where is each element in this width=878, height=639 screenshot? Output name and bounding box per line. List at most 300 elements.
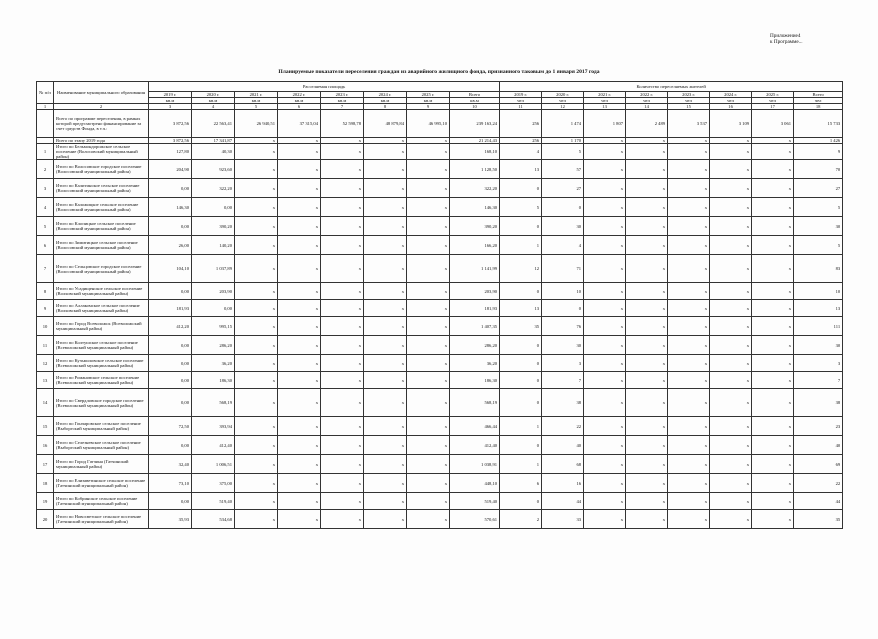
row-value: 1 006,51: [192, 455, 235, 474]
row-name: Итого по Каложицкое сельское поселение (Волосовский муниципальный район): [54, 198, 149, 217]
row-value: 76: [542, 317, 584, 336]
header-year-count: 2025 г.: [752, 92, 794, 98]
row-value: 0,00: [149, 493, 192, 510]
row-value: x: [321, 255, 364, 283]
row-value: 111: [794, 317, 843, 336]
row-value: x: [235, 355, 278, 372]
row-value: x: [668, 179, 710, 198]
row-value: x: [407, 144, 450, 160]
row-value: 0: [500, 217, 542, 236]
row-value: x: [710, 355, 752, 372]
header-year-area: 2023 г.: [321, 92, 364, 98]
row-value: x: [710, 255, 752, 283]
row-index: 18: [37, 474, 54, 493]
header-unit-count: чел: [668, 98, 710, 104]
row-value: 12: [500, 255, 542, 283]
row-value: 3 109: [710, 110, 752, 138]
row-value: x: [584, 372, 626, 389]
row-value: x: [407, 179, 450, 198]
header-unit-area: кв.м: [407, 98, 450, 104]
row-value: 186,30: [192, 372, 235, 389]
row-value: 204,90: [149, 160, 192, 179]
row-value: 3 872,56: [149, 138, 192, 144]
row-value: x: [235, 455, 278, 474]
header-unit-count: чел: [500, 98, 542, 104]
row-value: x: [626, 455, 668, 474]
row-value: 5: [794, 198, 843, 217]
row-value: x: [407, 417, 450, 436]
row-value: x: [668, 355, 710, 372]
row-value: 32,40: [149, 455, 192, 474]
row-index: 15: [37, 417, 54, 436]
row-value: 923,60: [192, 160, 235, 179]
row-value: 44: [542, 493, 584, 510]
row-value: x: [584, 389, 626, 417]
row-value: 286,20: [450, 336, 500, 355]
row-value: 35: [794, 510, 843, 529]
row-value: x: [710, 300, 752, 317]
row-value: x: [364, 138, 407, 144]
resettlement-table: [36, 81, 843, 529]
row-value: x: [407, 372, 450, 389]
row-value: 1 037,89: [192, 255, 235, 283]
header-year-area: 2022 г.: [278, 92, 321, 98]
row-index: 9: [37, 300, 54, 317]
row-index: 11: [37, 336, 54, 355]
row-value: x: [278, 144, 321, 160]
row-value: x: [710, 144, 752, 160]
table-row: [37, 179, 843, 198]
row-value: 3 061: [752, 110, 794, 138]
column-number: 6: [278, 104, 321, 110]
row-value: 390,20: [450, 217, 500, 236]
row-value: x: [752, 144, 794, 160]
row-value: 0,00: [149, 283, 192, 300]
header-no: № п/п: [37, 82, 54, 104]
header-unit-area: кв.м: [192, 98, 235, 104]
row-value: x: [584, 493, 626, 510]
row-value: 7: [794, 372, 843, 389]
row-value: 37 315,04: [278, 110, 321, 138]
table-row: [37, 283, 843, 300]
row-index: 10: [37, 317, 54, 336]
row-value: 568,19: [192, 389, 235, 417]
row-value: 0: [542, 300, 584, 317]
row-value: x: [235, 436, 278, 455]
column-number: 4: [192, 104, 235, 110]
column-number: 5: [235, 104, 278, 110]
header-unit-area: кв.м: [235, 98, 278, 104]
row-value: 166,20: [450, 236, 500, 255]
row-value: x: [235, 474, 278, 493]
row-value: x: [584, 255, 626, 283]
row-value: x: [407, 510, 450, 529]
row-value: x: [668, 300, 710, 317]
row-value: x: [752, 355, 794, 372]
row-value: x: [407, 493, 450, 510]
row-value: 1 407,35: [450, 317, 500, 336]
row-value: x: [626, 138, 668, 144]
row-value: x: [321, 474, 364, 493]
row-value: x: [278, 283, 321, 300]
row-value: x: [407, 255, 450, 283]
header-count-group: Количество переселяемых жителей: [500, 82, 843, 92]
row-value: x: [235, 217, 278, 236]
row-value: 568,19: [450, 389, 500, 417]
row-name: Итого по Сельцовское городское поселение (Волосовский муниципальный район): [54, 255, 149, 283]
row-value: 3: [542, 355, 584, 372]
row-value: 52 598,78: [321, 110, 364, 138]
row-name: Итого по Зимитицкое сельское поселение (Волосовский муниципальный район): [54, 236, 149, 255]
header-unit-area: кв.м: [450, 98, 500, 104]
row-value: 390,20: [192, 217, 235, 236]
row-name: Итого по Романовское сельское поселение (Всеволожский муниципальный район): [54, 372, 149, 389]
header-unit-area: кв.м: [149, 98, 192, 104]
row-value: 3: [794, 355, 843, 372]
row-value: x: [710, 474, 752, 493]
row-name: Итого по Город Всеволожск (Всеволожский муниципальный район): [54, 317, 149, 336]
row-value: x: [278, 493, 321, 510]
row-value: 13: [500, 300, 542, 317]
row-value: x: [278, 255, 321, 283]
row-value: 22: [542, 417, 584, 436]
row-index: [37, 110, 54, 138]
column-number: 8: [364, 104, 407, 110]
row-value: x: [584, 436, 626, 455]
row-value: x: [752, 336, 794, 355]
table-row: [37, 217, 843, 236]
row-value: 27: [542, 179, 584, 198]
row-value: 322,20: [192, 179, 235, 198]
row-value: 5: [794, 236, 843, 255]
row-value: 3 537: [668, 110, 710, 138]
row-value: 48 879,84: [364, 110, 407, 138]
row-value: 0: [500, 493, 542, 510]
row-value: 38: [794, 389, 843, 417]
row-value: 70: [794, 160, 843, 179]
row-value: 239 163,24: [450, 110, 500, 138]
row-value: 68: [542, 455, 584, 474]
column-number: 3: [149, 104, 192, 110]
row-value: x: [235, 389, 278, 417]
row-value: 16: [542, 474, 584, 493]
row-value: x: [668, 217, 710, 236]
row-value: x: [321, 138, 364, 144]
row-value: x: [278, 474, 321, 493]
row-value: 146,30: [149, 198, 192, 217]
column-number: 16: [710, 104, 752, 110]
row-value: x: [710, 138, 752, 144]
row-value: x: [364, 474, 407, 493]
header-year-area: 2019 г.: [149, 92, 192, 98]
row-value: x: [364, 198, 407, 217]
row-value: x: [364, 372, 407, 389]
row-value: x: [584, 179, 626, 198]
row-value: x: [407, 236, 450, 255]
row-value: 0,00: [149, 217, 192, 236]
row-value: 0: [500, 355, 542, 372]
row-index: 3: [37, 179, 54, 198]
row-name: Итого по Волосовское городское поселение (Волосовский муниципальный район): [54, 160, 149, 179]
row-value: 0: [500, 179, 542, 198]
row-value: 0: [500, 283, 542, 300]
row-value: x: [584, 355, 626, 372]
row-value: x: [626, 389, 668, 417]
row-value: x: [364, 417, 407, 436]
row-value: x: [626, 493, 668, 510]
row-value: x: [584, 417, 626, 436]
row-value: x: [235, 160, 278, 179]
row-index: 13: [37, 372, 54, 389]
row-name: Итого по Кузьмоловское сельское поселение (Всеволожский муниципальный район): [54, 355, 149, 372]
appendix-line-2: к Программе...: [770, 39, 803, 46]
row-index: 12: [37, 355, 54, 372]
row-name: Итого по Гончаровское сельское поселение (Выборгский муниципальный район): [54, 417, 149, 436]
row-value: x: [668, 144, 710, 160]
row-value: x: [278, 138, 321, 144]
row-value: x: [710, 389, 752, 417]
row-value: 104,10: [149, 255, 192, 283]
row-value: 40: [794, 436, 843, 455]
row-value: 36,20: [450, 355, 500, 372]
row-value: x: [626, 144, 668, 160]
row-value: 2: [500, 510, 542, 529]
row-value: x: [584, 198, 626, 217]
row-value: x: [584, 160, 626, 179]
row-name: Итого по Аллакомское сельское поселение (Волховский муниципальный район): [54, 300, 149, 317]
header-year-count: 2021 г.: [584, 92, 626, 98]
column-number: 17: [752, 104, 794, 110]
header-year-area: 2024 г.: [364, 92, 407, 98]
row-value: x: [407, 336, 450, 355]
row-value: x: [752, 417, 794, 436]
row-value: x: [407, 138, 450, 144]
row-value: 2 489: [626, 110, 668, 138]
row-value: 30: [794, 217, 843, 236]
header-unit-count: чел: [542, 98, 584, 104]
header-unit-count: чел: [710, 98, 752, 104]
row-index: 8: [37, 283, 54, 300]
row-value: 6: [500, 474, 542, 493]
row-value: x: [321, 198, 364, 217]
row-value: 0,00: [149, 336, 192, 355]
column-number: 15: [668, 104, 710, 110]
row-value: x: [752, 236, 794, 255]
row-value: x: [626, 436, 668, 455]
row-value: 30: [794, 336, 843, 355]
table-row: [37, 355, 843, 372]
row-value: 72,50: [149, 417, 192, 436]
row-index: 1: [37, 144, 54, 160]
row-value: 995,15: [192, 317, 235, 336]
row-value: x: [278, 300, 321, 317]
row-value: x: [321, 510, 364, 529]
row-value: x: [668, 417, 710, 436]
row-value: x: [584, 144, 626, 160]
row-value: x: [235, 138, 278, 144]
row-value: x: [668, 510, 710, 529]
row-value: x: [364, 144, 407, 160]
row-value: x: [710, 372, 752, 389]
column-number: 10: [450, 104, 500, 110]
row-value: 57: [542, 160, 584, 179]
row-value: x: [752, 372, 794, 389]
row-value: 1: [500, 455, 542, 474]
row-value: x: [710, 455, 752, 474]
row-value: x: [278, 389, 321, 417]
row-name: Итого по Елизаветинское сельское поселение (Гатчинский муниципальный район): [54, 474, 149, 493]
row-value: 71: [542, 255, 584, 283]
row-value: 0,00: [149, 372, 192, 389]
row-value: x: [710, 179, 752, 198]
row-value: 3 872,56: [149, 110, 192, 138]
header-unit-count: чел: [626, 98, 668, 104]
row-value: x: [364, 436, 407, 455]
row-value: 5: [542, 144, 584, 160]
row-value: 181,93: [149, 300, 192, 317]
row-value: 5: [500, 198, 542, 217]
row-value: x: [235, 493, 278, 510]
row-value: 570,61: [450, 510, 500, 529]
row-name: Итого по Селезневское сельское поселение (Выборгский муниципальный район): [54, 436, 149, 455]
row-value: x: [626, 160, 668, 179]
row-name: Всего по этапу 2019 года: [54, 138, 149, 144]
row-value: 1 474: [542, 110, 584, 138]
row-value: x: [752, 138, 794, 144]
row-value: 1 170: [542, 138, 584, 144]
row-value: x: [668, 160, 710, 179]
row-value: x: [278, 217, 321, 236]
row-value: x: [364, 455, 407, 474]
row-name: Итого по Кобринское сельское поселение (Гатчинский муниципальный район): [54, 493, 149, 510]
row-value: x: [626, 255, 668, 283]
column-number: 9: [407, 104, 450, 110]
row-value: 0: [542, 198, 584, 217]
row-value: 146,30: [450, 198, 500, 217]
row-value: x: [278, 317, 321, 336]
row-value: 519,40: [450, 493, 500, 510]
row-value: x: [752, 179, 794, 198]
column-number: 2: [54, 104, 149, 110]
table-row: [37, 144, 843, 160]
row-value: 33: [542, 510, 584, 529]
row-value: 0,00: [149, 389, 192, 417]
table-body: [37, 110, 843, 529]
row-value: 22: [794, 474, 843, 493]
row-value: x: [710, 336, 752, 355]
row-value: x: [584, 236, 626, 255]
row-value: x: [626, 300, 668, 317]
row-value: 203,90: [192, 283, 235, 300]
row-name: Итого по Город Гатчина (Гатчинский муниципальный район): [54, 455, 149, 474]
row-value: x: [710, 510, 752, 529]
row-value: 10: [542, 283, 584, 300]
header-unit-area: кв.м: [364, 98, 407, 104]
row-value: x: [584, 317, 626, 336]
row-value: x: [584, 474, 626, 493]
row-value: x: [626, 198, 668, 217]
row-value: 10: [794, 283, 843, 300]
row-value: x: [235, 144, 278, 160]
row-value: x: [626, 336, 668, 355]
row-value: x: [235, 372, 278, 389]
row-value: x: [235, 198, 278, 217]
row-value: 15 733: [794, 110, 843, 138]
row-value: x: [364, 283, 407, 300]
row-value: x: [278, 355, 321, 372]
row-value: 1 426: [794, 138, 843, 144]
table-row: [37, 417, 843, 436]
row-name: Итого по Свердловское городское поселение (Всеволожский муниципальный район): [54, 389, 149, 417]
row-value: 393,94: [192, 417, 235, 436]
row-value: x: [752, 255, 794, 283]
row-value: x: [626, 217, 668, 236]
row-value: x: [752, 436, 794, 455]
row-index: 20: [37, 510, 54, 529]
row-value: 0: [500, 389, 542, 417]
row-value: 13: [794, 300, 843, 317]
row-value: 21 214,43: [450, 138, 500, 144]
row-value: x: [321, 355, 364, 372]
row-value: x: [235, 510, 278, 529]
row-value: x: [752, 455, 794, 474]
row-value: x: [321, 336, 364, 355]
table-row: [37, 389, 843, 417]
row-value: x: [710, 493, 752, 510]
table-row: [37, 336, 843, 355]
column-number: 7: [321, 104, 364, 110]
row-value: x: [626, 474, 668, 493]
header-name: Наименование муниципального образования: [54, 82, 149, 104]
row-value: 1 807: [584, 110, 626, 138]
row-value: x: [235, 417, 278, 436]
row-value: 203,90: [450, 283, 500, 300]
row-value: x: [752, 493, 794, 510]
row-value: 44: [794, 493, 843, 510]
row-value: x: [364, 510, 407, 529]
header-year-area: Всего: [450, 92, 500, 98]
row-value: 26 940,51: [235, 110, 278, 138]
row-name: Итого по Клопицкое сельское поселение (Волосовский муниципальный район): [54, 217, 149, 236]
row-value: x: [407, 389, 450, 417]
row-value: x: [321, 372, 364, 389]
row-value: x: [626, 417, 668, 436]
row-value: x: [321, 417, 364, 436]
row-value: x: [235, 283, 278, 300]
row-value: x: [626, 283, 668, 300]
row-value: 30: [542, 336, 584, 355]
table-row: [37, 493, 843, 510]
row-value: x: [407, 300, 450, 317]
row-value: 1 141,99: [450, 255, 500, 283]
row-value: 9: [794, 144, 843, 160]
row-value: x: [668, 138, 710, 144]
row-value: x: [235, 300, 278, 317]
row-value: x: [364, 493, 407, 510]
row-value: x: [407, 436, 450, 455]
row-value: 36,20: [192, 355, 235, 372]
row-value: 1 038,91: [450, 455, 500, 474]
row-value: x: [278, 455, 321, 474]
column-number: 14: [626, 104, 668, 110]
row-value: x: [584, 283, 626, 300]
row-value: 519,40: [192, 493, 235, 510]
row-value: x: [668, 436, 710, 455]
row-value: x: [321, 389, 364, 417]
row-value: x: [668, 283, 710, 300]
row-value: 0: [500, 436, 542, 455]
row-value: x: [364, 160, 407, 179]
